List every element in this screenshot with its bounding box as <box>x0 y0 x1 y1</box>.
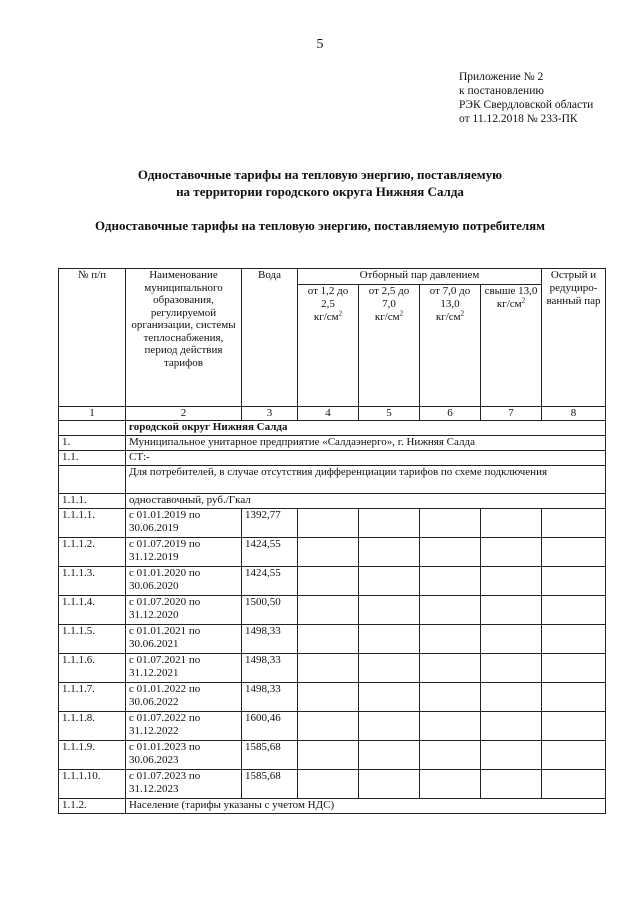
header-steam-group: Отборный пар давлением <box>298 269 542 285</box>
period <box>126 567 242 596</box>
tariff-row <box>59 596 606 625</box>
pressure-1-tariff <box>298 538 359 567</box>
pressure-4-tariff <box>481 654 542 683</box>
tariff-row <box>59 683 606 712</box>
pressure-2-tariff <box>359 741 420 770</box>
pressure-1-tariff <box>298 567 359 596</box>
row-number: 1. <box>59 436 126 451</box>
column-number: 6 <box>420 407 481 421</box>
pressure-4-tariff <box>481 625 542 654</box>
pressure-3-tariff <box>420 712 481 741</box>
note-row <box>59 466 606 494</box>
tariff-table <box>58 268 606 814</box>
row-number: 1.1.2. <box>59 799 126 814</box>
period <box>126 538 242 567</box>
column-number: 8 <box>542 407 606 421</box>
period-end: 31.12.2023 <box>129 783 179 795</box>
population-name: Население (тарифы указаны с учетом НДС) <box>126 799 606 814</box>
sharp-steam-tariff <box>542 770 606 799</box>
title-line: Одноставочные тарифы на тепловую энергию, поставляемую <box>137 167 503 182</box>
pressure-2-tariff <box>359 712 420 741</box>
pressure-2-tariff <box>359 625 420 654</box>
row-number: 1.1.1.10. <box>59 770 126 799</box>
page-number: 5 <box>316 37 324 52</box>
pressure-4-tariff <box>481 770 542 799</box>
period-start: с 01.07.2022 по <box>129 712 201 724</box>
pressure-1-tariff <box>298 683 359 712</box>
header-name-cell: Наименование муниципального образования, регулируемой организации, системы теплоснабжения, период действия тарифов <box>126 269 242 407</box>
column-number: 5 <box>359 407 420 421</box>
pressure-2-tariff <box>359 683 420 712</box>
period-start: с 01.01.2019 по <box>129 509 201 521</box>
water-tariff: 1424,55 <box>242 538 298 567</box>
pressure-2-tariff <box>359 596 420 625</box>
period-end: 31.12.2022 <box>129 725 179 737</box>
pressure-3-tariff <box>420 770 481 799</box>
period-end: 30.06.2022 <box>129 696 179 708</box>
pressure-3-tariff <box>420 741 481 770</box>
period-end: 31.12.2021 <box>129 667 179 679</box>
pressure-4-tariff <box>481 567 542 596</box>
period <box>126 712 242 741</box>
water-tariff: 1424,55 <box>242 567 298 596</box>
water-tariff: 1600,46 <box>242 712 298 741</box>
period-start: с 01.01.2021 по <box>129 625 201 637</box>
period <box>126 596 242 625</box>
pressure-2-tariff <box>359 538 420 567</box>
organization-name: Муниципальное унитарное предприятие «Салдаэнерго», г. Нижняя Салда <box>126 436 606 451</box>
period-start: с 01.01.2022 по <box>129 683 201 695</box>
period-start: с 01.07.2023 по <box>129 770 201 782</box>
appendix-line: от 11.12.2018 № 233-ПК <box>459 113 578 125</box>
column-number: 7 <box>481 407 542 421</box>
document-title <box>0 166 640 200</box>
rate-type-row <box>59 494 606 509</box>
row-number: 1.1.1.8. <box>59 712 126 741</box>
appendix-block <box>459 70 593 126</box>
sharp-steam-tariff <box>542 625 606 654</box>
tariff-row <box>59 538 606 567</box>
sharp-steam-tariff <box>542 683 606 712</box>
table-title: Одноставочные тарифы на тепловую энергию, поставляемую потребителям <box>94 218 546 233</box>
water-tariff: 1500,50 <box>242 596 298 625</box>
sharp-steam-tariff <box>542 596 606 625</box>
sharp-steam-tariff <box>542 509 606 538</box>
organization-row <box>59 436 606 451</box>
pressure-4-tariff <box>481 538 542 567</box>
sharp-steam-tariff <box>542 741 606 770</box>
period-end: 30.06.2019 <box>129 522 179 534</box>
pressure-4-tariff <box>481 509 542 538</box>
row-number: 1.1.1.7. <box>59 683 126 712</box>
section-row <box>59 421 606 436</box>
sharp-steam-tariff <box>542 654 606 683</box>
period <box>126 770 242 799</box>
row-number: 1.1.1.6. <box>59 654 126 683</box>
row-number: 1.1.1.2. <box>59 538 126 567</box>
period-start: с 01.07.2021 по <box>129 654 201 666</box>
pressure-4-tariff <box>481 596 542 625</box>
period-start: с 01.07.2019 по <box>129 538 201 550</box>
system-row <box>59 451 606 466</box>
pressure-3-tariff <box>420 596 481 625</box>
row-number: 1.1.1.1. <box>59 509 126 538</box>
period-end: 30.06.2021 <box>129 638 179 650</box>
row-number: 1.1. <box>59 451 126 466</box>
pressure-2-tariff <box>359 509 420 538</box>
header-pressure-1: от 1,2 до 2,5 $кг/см^2$ <box>298 285 359 407</box>
appendix-line: к постановлению <box>459 85 544 97</box>
pressure-1-tariff <box>298 596 359 625</box>
pressure-2-tariff <box>359 770 420 799</box>
column-number: 3 <box>242 407 298 421</box>
consumer-note: Для потребителей, в случае отсутствия дифференциации тарифов по схеме подключения <box>126 466 606 494</box>
period <box>126 654 242 683</box>
period <box>126 625 242 654</box>
tariff-row <box>59 770 606 799</box>
title-line: на территории городского округа Нижняя Салда <box>176 184 464 199</box>
water-tariff: 1498,33 <box>242 654 298 683</box>
water-tariff: 1498,33 <box>242 625 298 654</box>
pressure-2-tariff <box>359 654 420 683</box>
header-pressure-3: от 7,0 до 13,0 $кг/см^2$ <box>420 285 481 407</box>
pressure-3-tariff <box>420 509 481 538</box>
period-end: 30.06.2023 <box>129 754 179 766</box>
tariff-row <box>59 625 606 654</box>
row-number: 1.1.1.5. <box>59 625 126 654</box>
row-number: 1.1.1. <box>59 494 126 509</box>
appendix-line: Приложение № 2 <box>459 71 544 83</box>
header-num-cell: № п/п <box>59 269 126 407</box>
pressure-3-tariff <box>420 625 481 654</box>
appendix-line: РЭК Свердловской области <box>459 99 594 111</box>
water-tariff: 1392,77 <box>242 509 298 538</box>
header-pressure-2: от 2,5 до 7,0 $кг/см^2$ <box>359 285 420 407</box>
period-start: с 01.01.2023 по <box>129 741 201 753</box>
period <box>126 683 242 712</box>
pressure-2-tariff <box>359 567 420 596</box>
header-sharp-steam-cell: Острый и редуциро-ванный пар <box>542 269 606 407</box>
pressure-3-tariff <box>420 538 481 567</box>
column-number: 2 <box>126 407 242 421</box>
period-start: с 01.07.2020 по <box>129 596 201 608</box>
pressure-1-tariff <box>298 654 359 683</box>
pressure-4-tariff <box>481 683 542 712</box>
row-number: 1.1.1.9. <box>59 741 126 770</box>
row-number: 1.1.1.4. <box>59 596 126 625</box>
column-number: 1 <box>59 407 126 421</box>
tariff-row <box>59 654 606 683</box>
pressure-1-tariff <box>298 741 359 770</box>
pressure-1-tariff <box>298 712 359 741</box>
tariff-row <box>59 567 606 596</box>
period <box>126 509 242 538</box>
period-end: 30.06.2020 <box>129 580 179 592</box>
water-tariff: 1585,68 <box>242 741 298 770</box>
pressure-1-tariff <box>298 509 359 538</box>
row-number: 1.1.1.3. <box>59 567 126 596</box>
period-start: с 01.01.2020 по <box>129 567 201 579</box>
pressure-3-tariff <box>420 654 481 683</box>
sharp-steam-tariff <box>542 567 606 596</box>
water-tariff: 1585,68 <box>242 770 298 799</box>
section-title: городской округ Нижняя Салда <box>126 421 606 436</box>
tariff-row <box>59 509 606 538</box>
pressure-4-tariff <box>481 741 542 770</box>
period-end: 31.12.2019 <box>129 551 179 563</box>
sharp-steam-tariff <box>542 712 606 741</box>
system-name: СТ:- <box>126 451 606 466</box>
tariff-row <box>59 712 606 741</box>
column-numbers-row <box>59 407 606 421</box>
period <box>126 741 242 770</box>
rate-type-name: одноставочный, руб./Гкал <box>126 494 606 509</box>
pressure-1-tariff <box>298 625 359 654</box>
period-end: 31.12.2020 <box>129 609 179 621</box>
pressure-1-tariff <box>298 770 359 799</box>
sharp-steam-tariff <box>542 538 606 567</box>
column-number: 4 <box>298 407 359 421</box>
pressure-4-tariff <box>481 712 542 741</box>
pressure-3-tariff <box>420 567 481 596</box>
header-pressure-4: свыше 13,0 $кг/см^2$ <box>481 285 542 407</box>
population-row <box>59 799 606 814</box>
water-tariff: 1498,33 <box>242 683 298 712</box>
pressure-3-tariff <box>420 683 481 712</box>
header-water-cell: Вода <box>242 269 298 407</box>
tariff-row <box>59 741 606 770</box>
